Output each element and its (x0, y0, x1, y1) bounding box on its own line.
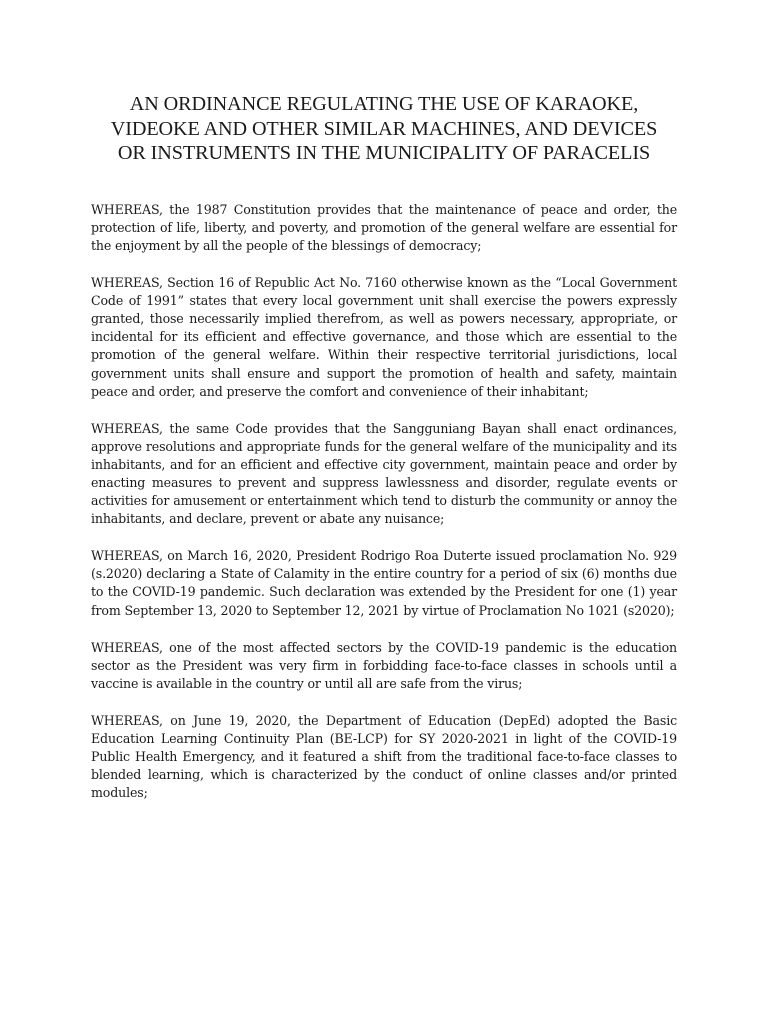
whereas-paragraph-2: WHEREAS, Section 16 of Republic Act No. 7160 otherwise known as the “Local Government Code of 1991” states that every local government unit shall exercise the powers expressly granted, those necessarily implied therefrom, as well as powers necessary, appropriate, or incidental for its efficient and effective governance, and those which are essential to the promotion of the general welfare. Within their respective territorial jurisdictions, local government units shall ensure and support the promotion of health and safety, maintain peace and order, and preserve the comfort and convenience of their inhabitant; (91, 275, 677, 399)
title-line-1: AN ORDINANCE REGULATING THE USE OF KARAOKE, (129, 93, 639, 115)
whereas-paragraph-6: WHEREAS, on June 19, 2020, the Department of Education (DepEd) adopted the Basic Education Learning Continuity Plan (BE-LCP) for SY 2020-2021 in light of the COVID-19 Public Health Emergency, and it featured a shift from the traditional face-to-face classes to blended learning, which is characterized by the conduct of online classes and/or printed modules; (91, 712, 677, 801)
whereas-paragraph-3: WHEREAS, the same Code provides that the Sangguniang Bayan shall enact ordinances, approve resolutions and appropriate funds for the general welfare of the municipality and its inhabitants, and for an efficient and effective city government, maintain peace and order by enacting measures to prevent and suppress lawlessness and disorder, regulate events or activities for amusement or entertainment which tend to disturb the community or annoy the inhabitants, and declare, prevent or abate any nuisance; (91, 420, 677, 527)
ordinance-title (91, 92, 677, 166)
whereas-paragraph-5: WHEREAS, one of the most affected sectors by the COVID-19 pandemic is the education sector as the President was very firm in forbidding face-to-face classes in schools until a vaccine is available in the country or until all are safe from the virus; (91, 639, 677, 691)
title-line-3: OR INSTRUMENTS IN THE MUNICIPALITY OF PARACELIS (117, 142, 651, 165)
whereas-paragraph-1: WHEREAS, the 1987 Constitution provides that the maintenance of peace and order, the protection of life, liberty, and poverty, and promotion of the general welfare are essential for the enjoyment by all the people of the blessings of democracy; (91, 201, 677, 253)
title-line-2: VIDEOKE AND OTHER SIMILAR MACHINES, AND DEVICES (110, 117, 658, 140)
whereas-paragraph-4: WHEREAS, on March 16, 2020, President Rodrigo Roa Duterte issued proclamation No. 929 (s.2020) declaring a State of Calamity in the entire country for a period of six (6) months due to the COVID-19 pandemic. Such declaration was extended by the President for one (1) year from September 13, 2020 to September 12, 2021 by virtue of Proclamation No 1021 (s2020); (91, 548, 677, 618)
